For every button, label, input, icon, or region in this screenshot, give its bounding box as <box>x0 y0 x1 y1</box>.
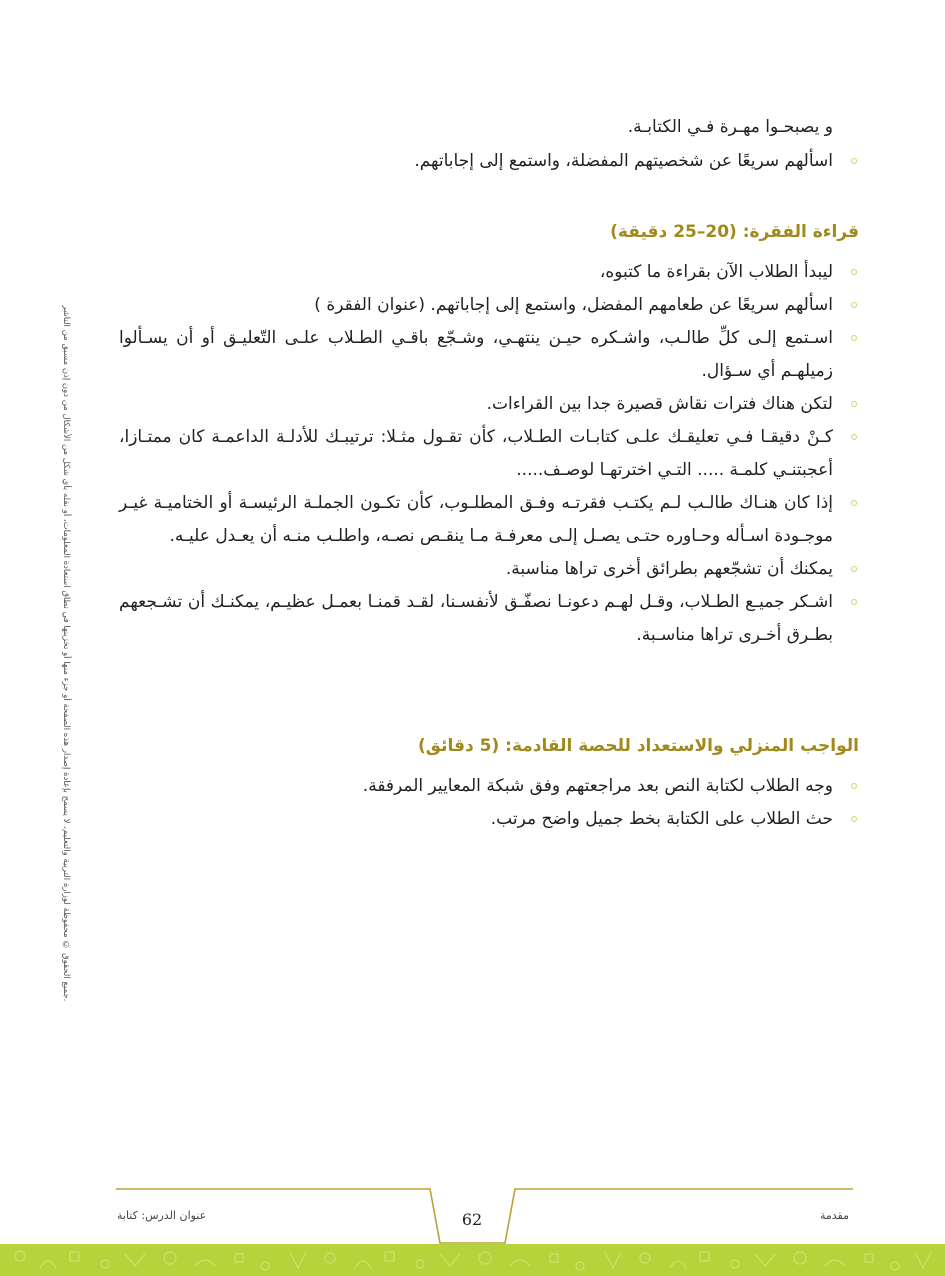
circle-bullet-icon <box>851 816 857 822</box>
footer-section-name: مقدمة <box>819 1209 849 1222</box>
list-item <box>119 803 859 836</box>
circle-bullet-icon <box>851 401 857 407</box>
circle-bullet-icon <box>851 158 857 164</box>
list-item <box>119 145 859 178</box>
circle-bullet-icon <box>851 269 857 275</box>
list-item-text: كـنْ دقيقـا فـي تعليقـك علـى كتابـات الطـلاب، كأن تقـول مثـلا: ترتيبـك للأدلـة الداعمـة كان ممتـازا، أعجبتنـي كلمـة ..... التـي اخترتهـا لوصـف..... <box>119 427 833 480</box>
list-item <box>119 322 859 388</box>
list-item <box>119 421 859 487</box>
list-item-text: حث الطلاب على الكتابة بخط جميل واضح مرتب. <box>490 809 833 829</box>
list-item-text: اسألهم سريعًا عن شخصيتهم المفضلة، واستمع إلى إجاباتهم. <box>414 151 833 171</box>
homework-list <box>119 770 859 836</box>
list-item-text: ليبدأ الطلاب الآن بقراءة ما كتبوه، <box>599 262 833 282</box>
list-item <box>119 487 859 553</box>
list-item-text: اسألهم سريعًا عن طعامهم المفضل، واستمع إلى إجاباتهم. (عنوان الفقرة ) <box>314 295 833 315</box>
list-item <box>119 256 859 289</box>
circle-bullet-icon <box>851 783 857 789</box>
footer-lesson-title: عنوان الدرس: كتابة <box>117 1209 207 1222</box>
copyright-side-note: جميع الحقوق © محفوظة لوزارة التربية والتعليم، لا يسمح بإعادة إصدار هذه الصفحة أو جزء منها أو تخزينها في نطاق استعادة المعلومات، أو نقله بأي شكل من الأشكال من دون إذن مسبق من الناشر. <box>61 305 71 1002</box>
list-item-text: إذا كان هنـاك طالـب لـم يكتـب فقرتـه وفـق المطلـوب، كأن تكـون الجملـة الرئيسـة أو الختاميـة غيـر موجـودة اسـأله وحـاوره حتـى يصـل إلـى معرفـة مـا ينقـص نصـه، واطلـب منـه أن يعـدل عليـه. <box>119 493 833 546</box>
page-number: 62 <box>461 1210 483 1229</box>
list-item-text: اسـتمع إلـى كلِّ طالـب، واشـكره حيـن ينتهـي، وشـجّع باقـي الطـلاب علـى التّعليـق أو أن يسـألوا زميلهـم أي سـؤال. <box>119 328 833 381</box>
intro-list <box>119 145 859 178</box>
section-heading-homework: الواجب المنزلي والاستعداد للحصة القادمة: (5 دقائق) <box>418 736 859 756</box>
section-heading-reading: قراءة الفقرة: (20–25 دقيقة) <box>610 222 859 242</box>
circle-bullet-icon <box>851 302 857 308</box>
reading-list <box>119 256 859 652</box>
list-item <box>119 289 859 322</box>
list-item <box>119 388 859 421</box>
circle-bullet-icon <box>851 566 857 572</box>
circle-bullet-icon <box>851 500 857 506</box>
list-item <box>119 553 859 586</box>
list-item <box>119 586 859 652</box>
list-item-text: لتكن هناك فترات نقاش قصيرة جدا بين القراءات. <box>486 394 833 414</box>
list-item-text: وجه الطلاب لكتابة النص بعد مراجعتهم وفق شبكة المعايير المرفقة. <box>362 776 833 796</box>
list-item-text: اشـكر جميـع الطـلاب، وقـل لهـم دعونـا نصفّـق لأنفسـنا، لقـد قمنـا بعمـل عظيـم، يمكنـك أن تشـجعهم بطـرق أخـرى تراها مناسـبة. <box>119 592 833 645</box>
list-item <box>119 770 859 803</box>
circle-bullet-icon <box>851 599 857 605</box>
continuation-line: و يصبحـوا مهـرة فـي الكتابـة. <box>627 117 833 137</box>
doodle-pattern-icon <box>0 1244 945 1276</box>
list-item-text: يمكنك أن تشجّعهم بطرائق أخرى تراها مناسبة. <box>505 559 833 579</box>
circle-bullet-icon <box>851 335 857 341</box>
circle-bullet-icon <box>851 434 857 440</box>
decorative-bottom-band <box>0 1244 945 1276</box>
